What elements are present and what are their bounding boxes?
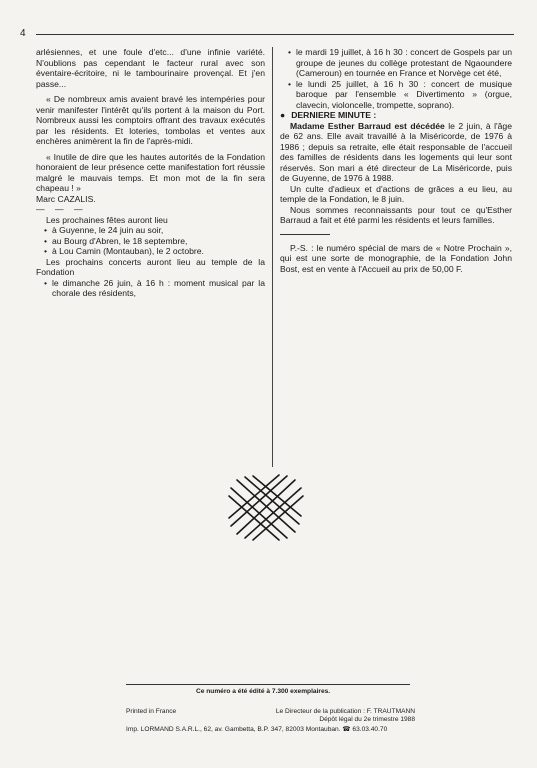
starburst-ornament (225, 472, 305, 542)
fetes-intro: Les prochaines fêtes auront lieu (46, 214, 168, 225)
list-item: • le dimanche 26 juin, à 16 h : moment musical par la chorale des résidents, (36, 278, 265, 299)
signature: Marc CAZALIS. (36, 193, 96, 204)
thanks-paragraph: Nous sommes reconnaissants pour tout ce qu'Esther Barraud a fait et été parmi les résidents et leurs familles. (280, 204, 512, 225)
legal-deposit: Dépôt légal du 2e trimestre 1988 (319, 716, 415, 723)
left-column (36, 47, 265, 299)
short-rule (280, 234, 330, 235)
postscript: P.-S. : le numéro spécial de mars de « Notre Prochain », qui est une sorte de monographie, de la Fondation John Bost, est en vente à l'Accueil au prix de 50,00 F. (280, 242, 512, 274)
list-item: • à Guyenne, le 24 juin au soir, (36, 225, 265, 236)
director-line: Le Directeur de la publication : F. TRAUTMANN (275, 708, 415, 715)
list-item: • au Bourg d'Abren, le 18 septembre, (36, 236, 265, 247)
paragraph-3: « Inutile de dire que les hautes autorités de la Fondation honoraient de leur présence cette manifestation fort réussie malgré le mauvais temps. Et mon mot de la fin sera chapeau ! » (36, 151, 265, 193)
page-number: 4 (20, 28, 26, 39)
printer-line: Imp. LORMAND S.A.R.L., 62, av. Gambetta, B.P. 347, 82003 Montauban. ☎ 63.03.40.70 (126, 726, 388, 733)
obituary-name: Madame Esther Barraud est décédée (290, 120, 445, 131)
column-divider (272, 47, 273, 467)
paragraph-1: arlésiennes, et une foule d'etc... d'une infinie variété. N'oublions pas cependant le facteur rural avec son éventaire-écritoire, ni le tambourinaire provençal. Et j'en passe... (36, 47, 265, 89)
list-item: • à Lou Camin (Montauban), le 2 octobre. (36, 246, 265, 257)
paragraph-2: « De nombreux amis avaient bravé les intempéries pour venir manifester l'intérêt qu'ils portent à la maison du Port. Nombreux aussi les comptoirs offrant des travaux exécutés par les résidents. Et loteries, tombolas et ventes aux enchères animèrent la fin de l'après-midi. (36, 94, 265, 146)
list-item: • le mardi 19 juillet, à 16 h 30 : concert de Gospels par un groupe de jeunes du collège protestant de Ngaoundere (Cameroun) en tournée en France et Norvège cet été, (280, 47, 512, 79)
right-column (280, 47, 512, 274)
header-rule (36, 34, 514, 35)
section-heading: ● DERNIERE MINUTE : (280, 110, 512, 121)
obituary-paragraph (280, 121, 512, 184)
printed-in: Printed in France (126, 708, 177, 715)
separator: — — — (36, 204, 87, 214)
footer-rule (126, 684, 410, 685)
concerts-intro: Les prochains concerts auront lieu au temple de la Fondation (36, 256, 265, 277)
list-item: • le lundi 25 juillet, à 16 h 30 : concert de musique baroque par l'ensemble « Divertimento » (orgue, clavecin, violoncelle, trompette, soprano). (280, 79, 512, 111)
obituary-text: le 2 juin, à l'âge de 62 ans. Elle avait travaillé à la Miséricorde, de 1976 à 1986 ; depuis sa retraite, elle était responsable de l'accueil des familles de résidents dans les logements qui leur sont réservés. Son mari a été directeur de La Miséricorde, puis de Guyenne, de 1976 à 1988. (280, 120, 512, 183)
edition-note: Ce numéro a été édité à 7.300 exemplaires. (196, 688, 331, 695)
funeral-paragraph: Un culte d'adieux et d'actions de grâces a eu lieu, au temple de la Fondation, le 8 juin. (280, 183, 512, 204)
